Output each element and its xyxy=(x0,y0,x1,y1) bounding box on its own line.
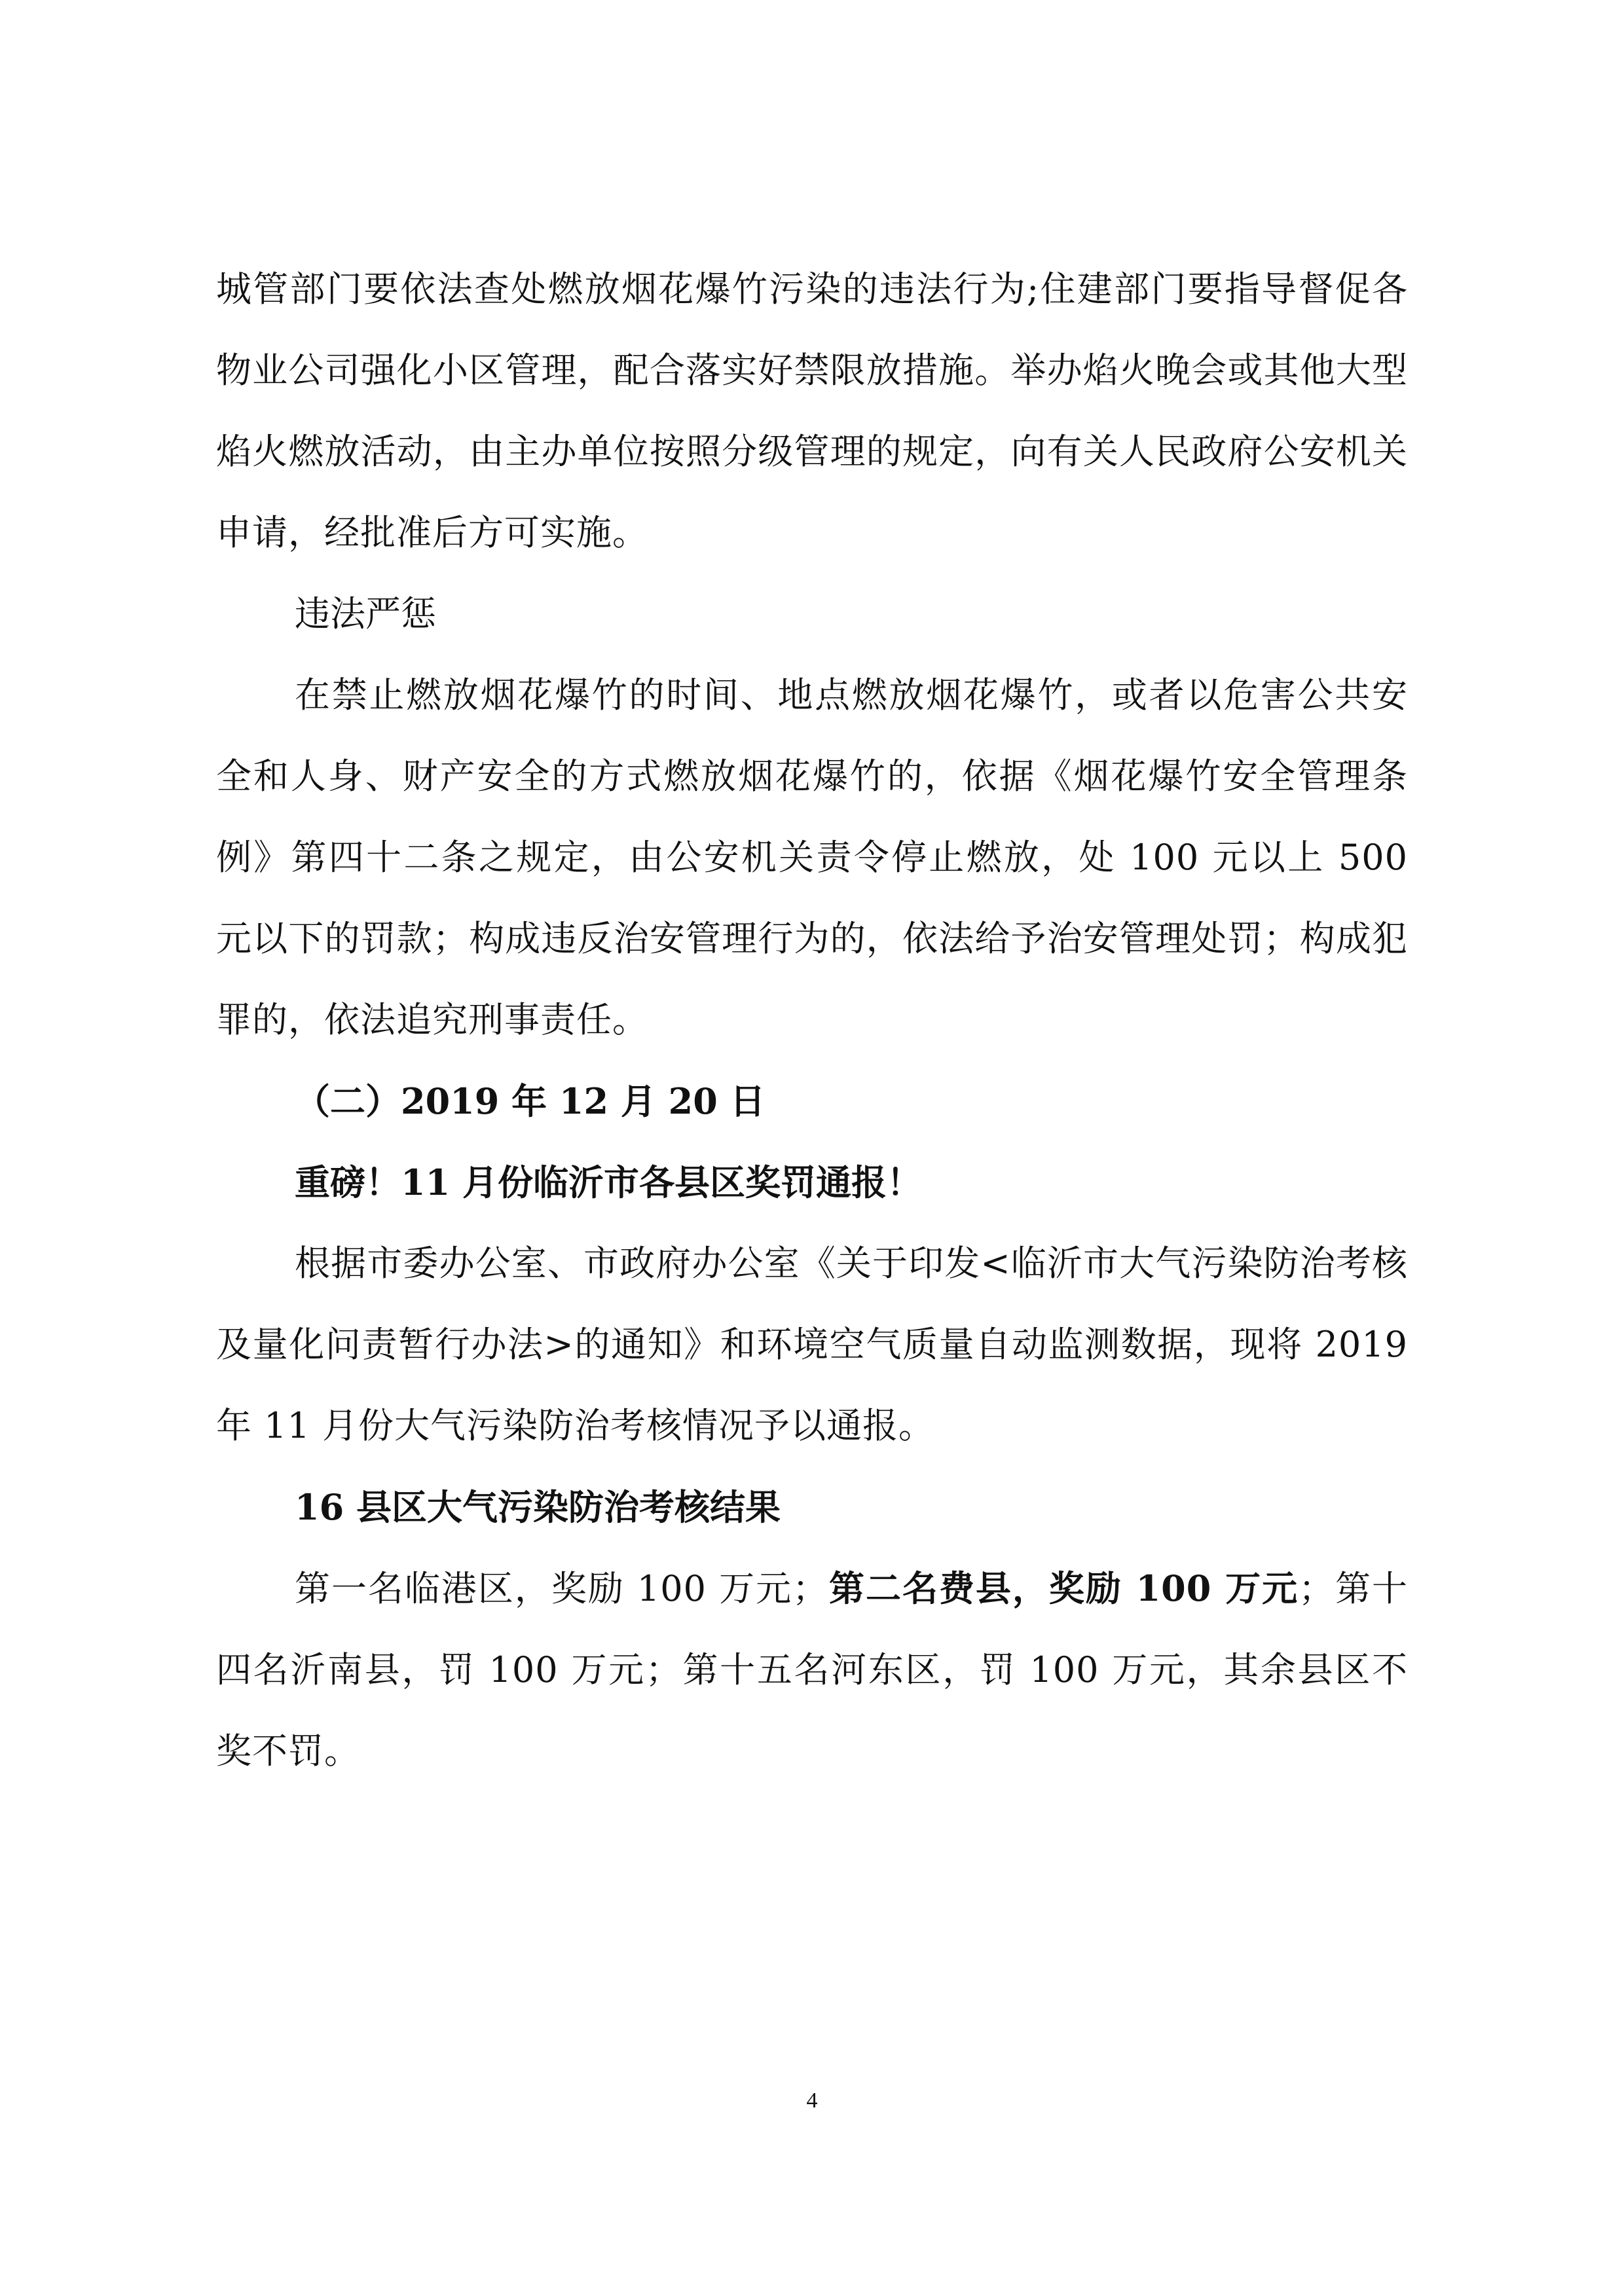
heading-date-section: （二）2019 年 12 月 20 日 xyxy=(295,1080,766,1122)
heading-assessment-results: 16 县区大气污染防治考核结果 xyxy=(295,1486,781,1528)
paragraph-city-management: 城管部门要依法查处燃放烟花爆竹污染的违法行为;住建部门要指导督促各物业公司强化小区管理，配合落实好禁限放措施。举办焰火晚会或其他大型焰火燃放活动，由主办单位按照分级管理的规定，向有关人民政府公安机关申请，经批准后方可实施。 xyxy=(216,268,1408,553)
paragraph-penalty: 在禁止燃放烟花爆竹的时间、地点燃放烟花爆竹，或者以危害公共安全和人身、财产安全的方式燃放烟花爆竹的，依据《烟花爆竹安全管理条例》第四十二条之规定，由公安机关责令停止燃放，处 100 元以上 500 元以下的罚款；构成违反治安管理行为的，依法给予治安管理处罚；构成犯罪的，依法追究刑事责任。 xyxy=(216,674,1408,1040)
ranking-rest: ；第十四名沂南县，罚 100 万元；第十五名河东区，罚 100 万元，其余县区不奖不罚。 xyxy=(216,1568,1408,1772)
paragraph-notice-basis: 根据市委办公室、市政府办公室《关于印发<临沂市大气污染防治考核及量化问责暂行办法>的通知》和环境空气质量自动监测数据，现将 2019 年 11 月份大气污染防治考核情况予以通报。 xyxy=(216,1243,1408,1446)
document-body xyxy=(216,249,1408,1792)
heading-november-notice: 重磅！11 月份临沂市各县区奖罚通报！ xyxy=(295,1161,922,1203)
heading-strict-punishment: 违法严惩 xyxy=(295,593,436,634)
ranking-second: 第二名费县，奖励 100 万元 xyxy=(828,1567,1299,1609)
paragraph-rankings xyxy=(216,1548,1408,1792)
ranking-first: 第一名临港区，奖励 100 万元； xyxy=(295,1568,829,1609)
page-number: 4 xyxy=(806,2088,818,2113)
